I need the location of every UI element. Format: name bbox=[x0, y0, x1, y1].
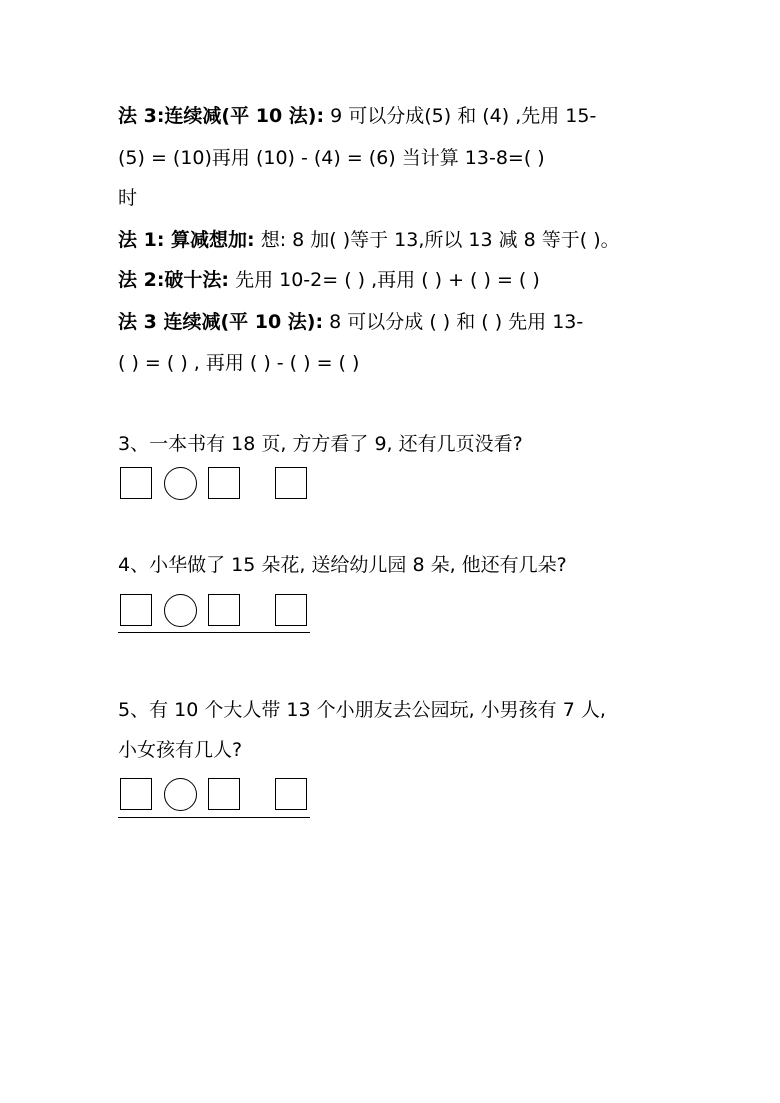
method3-line1 bbox=[118, 104, 596, 128]
method2-label: 法 2:破十法: bbox=[118, 269, 230, 291]
answer-square[interactable] bbox=[208, 594, 240, 626]
method3-text: 9 可以分成(5) 和 (4) ,先用 15- bbox=[324, 105, 597, 127]
operator-circle[interactable] bbox=[164, 467, 197, 500]
method3b-label: 法 3 连续减(平 10 法) bbox=[118, 311, 316, 333]
result-square[interactable] bbox=[275, 778, 307, 810]
answer-square[interactable] bbox=[120, 594, 152, 626]
answer-square[interactable] bbox=[208, 467, 240, 499]
method3-line3: 时 bbox=[118, 187, 138, 209]
problem-4-answer-line bbox=[118, 632, 310, 633]
problem-3-answer-boxes bbox=[118, 467, 318, 503]
operator-circle[interactable] bbox=[164, 778, 197, 811]
method3b-colon: : bbox=[315, 311, 324, 333]
method1-label: 法 1: 算减想加: bbox=[118, 229, 255, 251]
method2-line bbox=[118, 268, 540, 292]
method1-text: 想: 8 加( )等于 13,所以 13 减 8 等于( )。 bbox=[254, 229, 620, 251]
result-square[interactable] bbox=[275, 594, 307, 626]
method2-text: 先用 10-2= ( ) ,再用 ( ) + ( ) = ( ) bbox=[229, 269, 540, 291]
method3b-line2: ( ) = ( ) , 再用 ( ) - ( ) = ( ) bbox=[118, 352, 360, 374]
method3-label: 法 3:连续减(平 10 法) bbox=[118, 105, 317, 127]
method3-line2: (5) = (10)再用 (10) - (4) = (6) 当计算 13-8=( ) bbox=[118, 147, 545, 169]
result-square[interactable] bbox=[275, 467, 307, 499]
problem-5-text-line1: 5、有 10 个大人带 13 个小朋友去公园玩, 小男孩有 7 人, bbox=[118, 699, 606, 721]
problem-4-answer-boxes bbox=[118, 594, 318, 630]
method1-line bbox=[118, 228, 620, 252]
answer-square[interactable] bbox=[208, 778, 240, 810]
problem-5-answer-boxes bbox=[118, 778, 318, 814]
answer-square[interactable] bbox=[120, 467, 152, 499]
answer-square[interactable] bbox=[120, 778, 152, 810]
problem-3-text: 3、一本书有 18 页, 方方看了 9, 还有几页没看? bbox=[118, 433, 523, 455]
problem-4-text: 4、小华做了 15 朵花, 送给幼儿园 8 朵, 他还有几朵? bbox=[118, 554, 567, 576]
method3b-text: 8 可以分成 ( ) 和 ( ) 先用 13- bbox=[323, 311, 584, 333]
method3-colon: : bbox=[316, 105, 325, 127]
problem-5-answer-line bbox=[118, 817, 310, 818]
operator-circle[interactable] bbox=[164, 594, 197, 627]
problem-5-text-line2: 小女孩有几人? bbox=[118, 739, 243, 761]
method3b-line1 bbox=[118, 310, 583, 334]
